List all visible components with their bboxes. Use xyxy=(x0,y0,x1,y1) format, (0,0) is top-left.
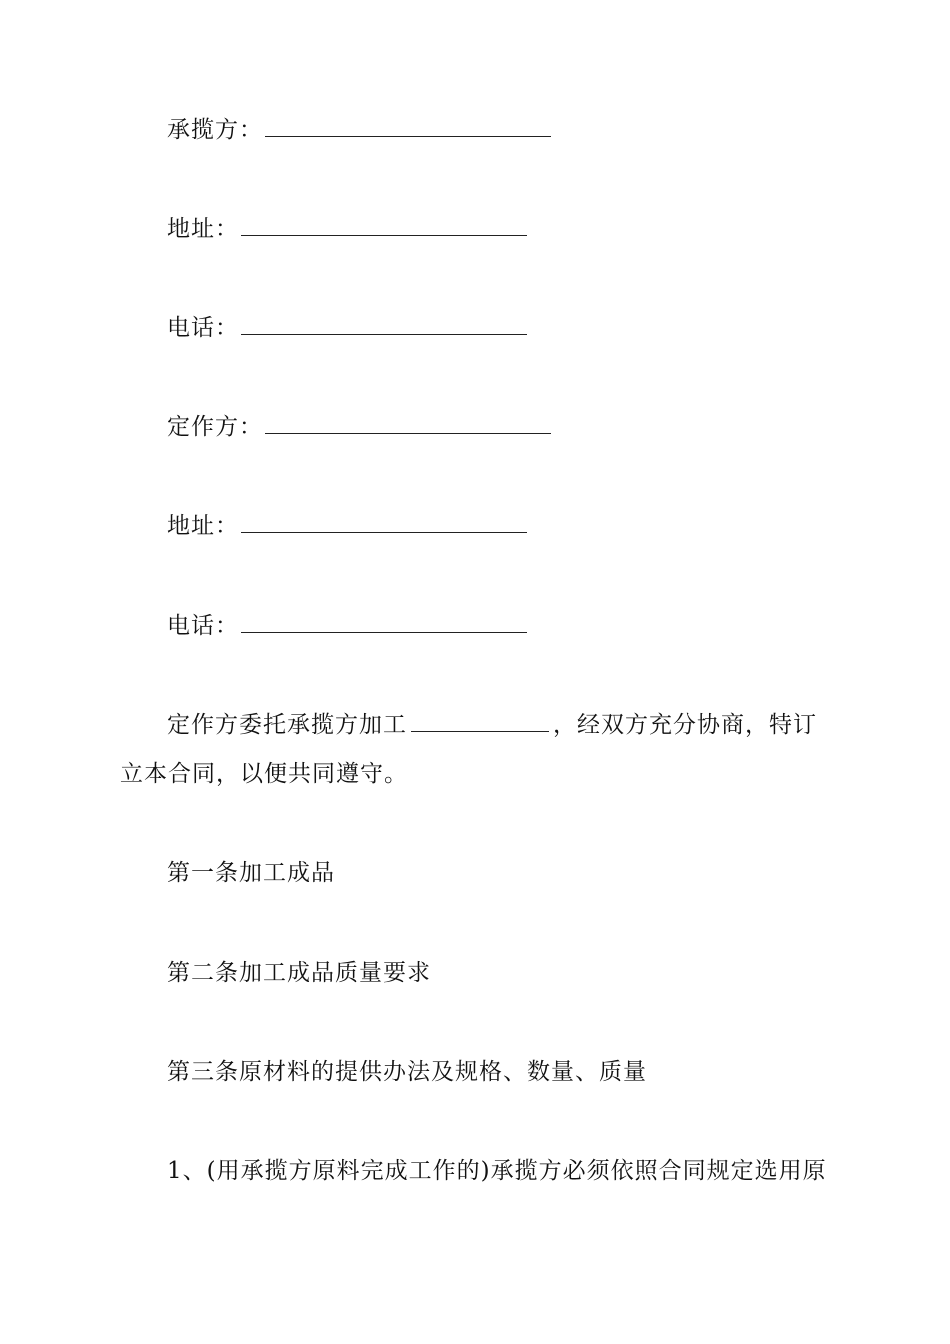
article-1 xyxy=(167,857,335,889)
item-1-text: 1、(用承揽方原料完成工作的)承揽方必须依照合同规定选用原 xyxy=(167,1158,827,1184)
client-phone-line xyxy=(167,610,527,642)
contractor-blank[interactable] xyxy=(265,114,551,137)
item-1 xyxy=(167,1155,827,1187)
contractor-phone-blank[interactable] xyxy=(241,312,527,335)
client-phone-label: 电话： xyxy=(167,613,239,639)
client-phone-blank[interactable] xyxy=(241,610,527,633)
intro-line-2 xyxy=(120,758,408,790)
article-3-text: 第三条原材料的提供办法及规格、数量、质量 xyxy=(167,1059,647,1085)
intro-text-2: ，经双方充分协商，特订 xyxy=(553,712,817,738)
client-address-blank[interactable] xyxy=(241,510,527,533)
processing-item-blank[interactable] xyxy=(411,709,549,732)
contractor-label: 承揽方： xyxy=(167,117,263,143)
contractor-address-blank[interactable] xyxy=(241,213,527,236)
client-address-line xyxy=(167,510,527,542)
article-2-text: 第二条加工成品质量要求 xyxy=(167,960,431,986)
contractor-phone-label: 电话： xyxy=(167,315,239,341)
client-blank[interactable] xyxy=(265,411,551,434)
article-3 xyxy=(167,1056,647,1088)
intro-line-1 xyxy=(167,709,817,741)
contractor-line xyxy=(167,114,551,146)
contractor-address-line xyxy=(167,213,527,245)
contractor-phone-line xyxy=(167,312,527,344)
contractor-address-label: 地址： xyxy=(167,216,239,242)
client-line xyxy=(167,411,551,443)
intro-text-3: 立本合同，以便共同遵守。 xyxy=(120,761,408,787)
client-label: 定作方： xyxy=(167,414,263,440)
intro-text-1: 定作方委托承揽方加工 xyxy=(167,712,407,738)
article-1-text: 第一条加工成品 xyxy=(167,860,335,886)
article-2 xyxy=(167,957,431,989)
client-address-label: 地址： xyxy=(167,513,239,539)
